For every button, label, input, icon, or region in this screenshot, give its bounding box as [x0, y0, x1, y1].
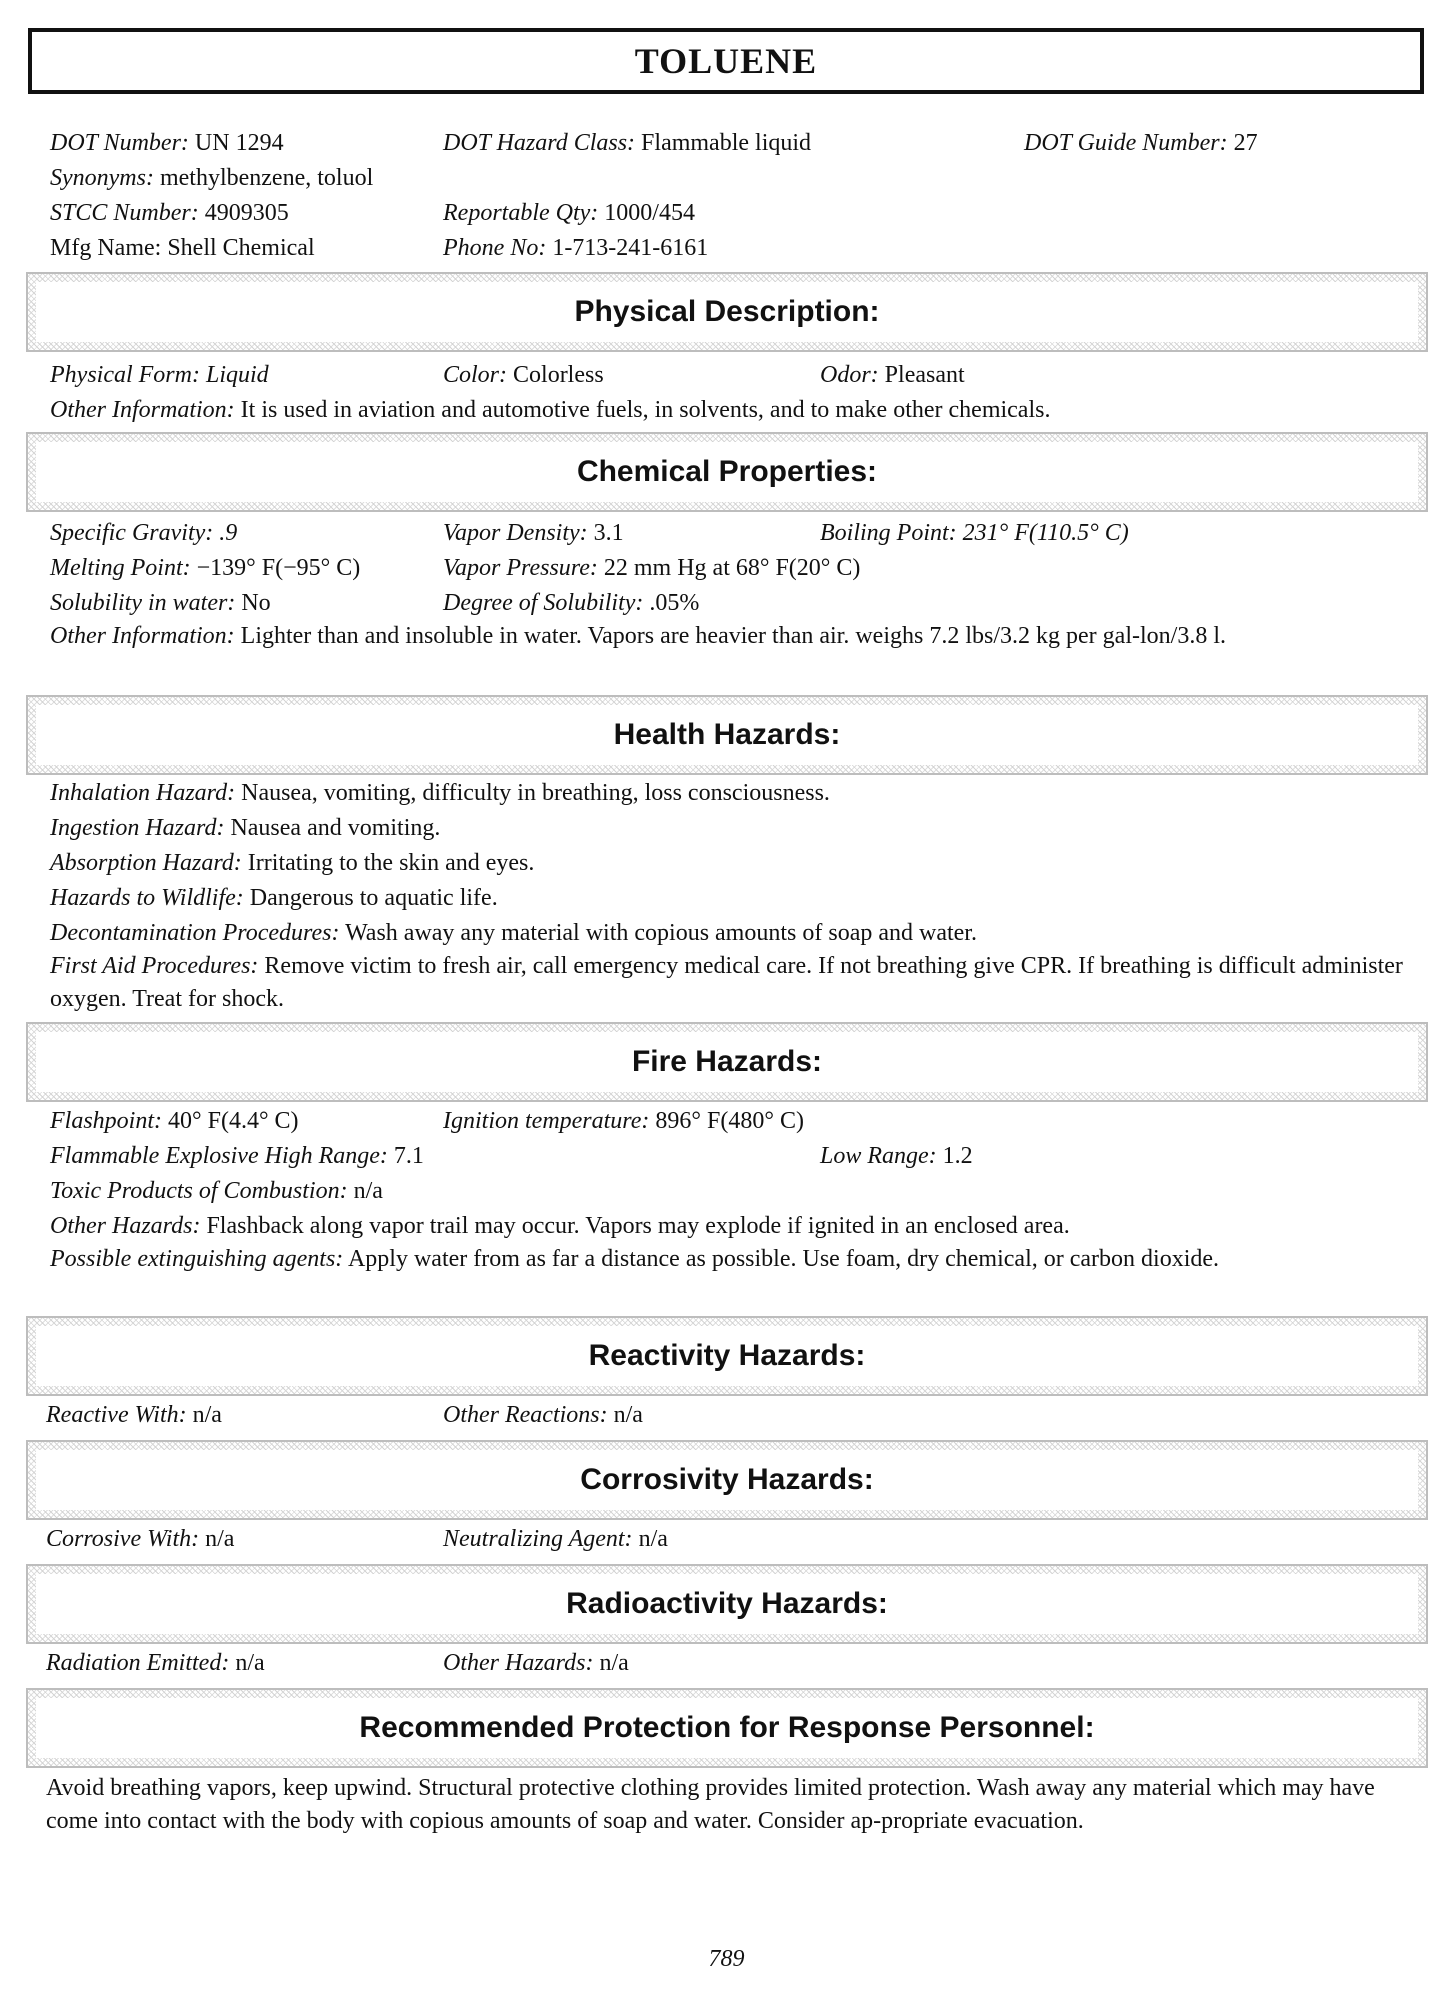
odor-label: Odor: [820, 362, 879, 388]
flashpoint-value: 40° F(4.4° C) [162, 1108, 299, 1134]
dot-guide-number-value: 27 [1227, 130, 1258, 156]
dot-guide-number-field [1024, 128, 1258, 158]
other-reactions-label: Other Reactions: [443, 1402, 608, 1428]
protection-text: Avoid breathing vapors, keep upwind. Structural protective clothing provides limited protection. Wash away any material which may have come into contact with the body with copious amounts of soap and water. Consider ap-propriate evacuation. [46, 1775, 1375, 1834]
radio-other-hazards-label: Other Hazards: [443, 1650, 594, 1676]
reportable-qty-value: 1000/454 [598, 200, 695, 226]
protection-heading: Recommended Protection for Response Personnel: [36, 1698, 1418, 1758]
health-hazards-heading: Health Hazards: [36, 705, 1418, 765]
radio-other-hazards-value: n/a [593, 1650, 629, 1676]
specific-gravity-label: Specific Gravity: .9 [50, 520, 238, 546]
absorption-hazard-field [50, 848, 534, 878]
decontamination-label: Decontamination Procedures: [50, 920, 340, 946]
physical-other-info-value: It is used in aviation and automotive fuels, in solvents, and to make other chemicals. [234, 397, 1051, 423]
document-title: TOLUENE [28, 28, 1424, 94]
melting-point-field [50, 553, 360, 583]
chemical-other-info-label: Other Information: [50, 623, 235, 649]
reportable-qty-label: Reportable Qty: [443, 200, 599, 226]
degree-solubility-field [443, 588, 699, 618]
degree-solubility-value: .05% [643, 590, 700, 616]
reactive-with-field [46, 1400, 222, 1430]
decontamination-field [50, 918, 977, 948]
mfg-name-field [50, 233, 315, 263]
degree-solubility-label: Degree of Solubility: [443, 590, 644, 616]
wildlife-hazard-field [50, 883, 498, 913]
radiation-emitted-field [46, 1648, 265, 1678]
high-range-value: 7.1 [387, 1143, 424, 1169]
vapor-density-value: 3.1 [587, 520, 624, 546]
inhalation-hazard-label: Inhalation Hazard: [50, 780, 236, 806]
phone-no-value: 1-713-241-6161 [546, 235, 709, 261]
reactivity-hazards-heading: Reactivity Hazards: [36, 1326, 1418, 1386]
high-range-label: Flammable Explosive High Range: [50, 1143, 388, 1169]
physical-form-label: Physical Form: Liquid [50, 362, 269, 388]
corrosive-with-value: n/a [199, 1526, 235, 1552]
toxic-products-field [50, 1176, 383, 1206]
odor-field [820, 360, 965, 390]
radioactivity-hazards-band [26, 1564, 1428, 1644]
dot-hazard-class-field [443, 128, 811, 158]
dot-number-value: UN 1294 [188, 130, 284, 156]
chemical-properties-band [26, 432, 1428, 512]
physical-other-info-label: Other Information: [50, 397, 235, 423]
radiation-emitted-label: Radiation Emitted: [46, 1650, 230, 1676]
chemical-other-info-value: Lighter than and insoluble in water. Vapors are heavier than air. weighs 7.2 lbs/3.2 kg per gal-lon/3.8 l. [234, 623, 1226, 649]
physical-description-band [26, 272, 1428, 352]
vapor-pressure-field [443, 553, 860, 583]
ingestion-hazard-field [50, 813, 440, 843]
dot-hazard-class-value: Flammable liquid [635, 130, 812, 156]
fire-hazards-heading: Fire Hazards: [36, 1032, 1418, 1092]
synonyms-field [50, 163, 373, 193]
absorption-hazard-label: Absorption Hazard: [50, 850, 242, 876]
fire-hazards-band [26, 1022, 1428, 1102]
dot-guide-number-label: DOT Guide Number: [1024, 130, 1228, 156]
flashpoint-field [50, 1106, 299, 1136]
inhalation-hazard-value: Nausea, vomiting, difficulty in breathing, loss consciousness. [235, 780, 830, 806]
dot-number-field [50, 128, 284, 158]
toxic-products-value: n/a [347, 1178, 383, 1204]
extinguishing-agents-label: Possible extinguishing agents: [50, 1246, 344, 1272]
other-hazards-value: Flashback along vapor trail may occur. Vapors may explode if ignited in an enclosed area. [200, 1213, 1070, 1239]
toxic-products-label: Toxic Products of Combustion: [50, 1178, 348, 1204]
color-label: Color: [443, 362, 508, 388]
color-field [443, 360, 604, 390]
vapor-pressure-value: 22 mm Hg at 68° F(20° C) [597, 555, 861, 581]
phone-no-field [443, 233, 708, 263]
other-reactions-field [443, 1400, 643, 1430]
solubility-value: No [235, 590, 271, 616]
reactive-with-value: n/a [186, 1402, 222, 1428]
wildlife-hazard-label: Hazards to Wildlife: [50, 885, 244, 911]
physical-form-field [50, 360, 269, 390]
wildlife-hazard-value: Dangerous to aquatic life. [243, 885, 498, 911]
dot-number-label: DOT Number: [50, 130, 189, 156]
corrosive-with-field [46, 1524, 234, 1554]
stcc-number-label: STCC Number: [50, 200, 199, 226]
extinguishing-agents-field [50, 1243, 1410, 1276]
corrosive-with-label: Corrosive With: [46, 1526, 200, 1552]
flashpoint-label: Flashpoint: [50, 1108, 162, 1134]
neutralizing-agent-label: Neutralizing Agent: [443, 1526, 633, 1552]
melting-point-label: Melting Point: [50, 555, 191, 581]
other-hazards-label: Other Hazards: [50, 1213, 201, 1239]
absorption-hazard-value: Irritating to the skin and eyes. [241, 850, 535, 876]
stcc-number-field [50, 198, 289, 228]
low-range-field [820, 1141, 973, 1171]
ignition-temperature-field [443, 1106, 804, 1136]
ignition-temperature-label: Ignition temperature: [443, 1108, 650, 1134]
chemical-other-info-field [50, 620, 1410, 653]
protection-band [26, 1688, 1428, 1768]
synonyms-label: Synonyms: [50, 165, 154, 191]
boiling-point-field [820, 518, 1129, 548]
odor-value: Pleasant [878, 362, 965, 388]
mfg-name-label: Mfg Name: [50, 235, 162, 261]
boiling-point-label: Boiling Point: 231° F(110.5° C) [820, 520, 1129, 546]
dot-hazard-class-label: DOT Hazard Class: [443, 130, 636, 156]
physical-description-heading: Physical Description: [36, 282, 1418, 342]
reportable-qty-field [443, 198, 695, 228]
melting-point-value: −139° F(−95° C) [190, 555, 361, 581]
color-value: Colorless [507, 362, 604, 388]
health-hazards-band [26, 695, 1428, 775]
ingestion-hazard-value: Nausea and vomiting. [224, 815, 441, 841]
high-range-field [50, 1141, 424, 1171]
neutralizing-agent-field [443, 1524, 668, 1554]
vapor-pressure-label: Vapor Pressure: [443, 555, 598, 581]
reactive-with-label: Reactive With: [46, 1402, 187, 1428]
first-aid-field [50, 950, 1410, 1016]
corrosivity-hazards-band [26, 1440, 1428, 1520]
physical-other-info-field [50, 395, 1050, 425]
neutralizing-agent-value: n/a [632, 1526, 668, 1552]
extinguishing-agents-value: Apply water from as far a distance as possible. Use foam, dry chemical, or carbon dioxide. [343, 1246, 1220, 1272]
phone-no-label: Phone No: [443, 235, 547, 261]
mfg-name-value: Shell Chemical [161, 235, 315, 261]
page-number: 789 [708, 1946, 745, 1972]
low-range-value: 1.2 [936, 1143, 973, 1169]
reactivity-hazards-band [26, 1316, 1428, 1396]
decontamination-value: Wash away any material with copious amounts of soap and water. [339, 920, 977, 946]
first-aid-label: First Aid Procedures: [50, 953, 259, 979]
synonyms-value: methylbenzene, toluol [153, 165, 374, 191]
corrosivity-hazards-heading: Corrosivity Hazards: [36, 1450, 1418, 1510]
radioactivity-hazards-heading: Radioactivity Hazards: [36, 1574, 1418, 1634]
radiation-emitted-value: n/a [229, 1650, 265, 1676]
vapor-density-field [443, 518, 624, 548]
solubility-field [50, 588, 271, 618]
ignition-temperature-value: 896° F(480° C) [649, 1108, 804, 1134]
ingestion-hazard-label: Ingestion Hazard: [50, 815, 225, 841]
vapor-density-label: Vapor Density: [443, 520, 588, 546]
stcc-number-value: 4909305 [198, 200, 289, 226]
specific-gravity-field [50, 518, 237, 548]
other-reactions-value: n/a [607, 1402, 643, 1428]
inhalation-hazard-field [50, 778, 830, 808]
low-range-label: Low Range: [820, 1143, 937, 1169]
other-hazards-field [50, 1211, 1070, 1241]
radio-other-hazards-field [443, 1648, 629, 1678]
first-aid-value: Remove victim to fresh air, call emergency medical care. If not breathing give CPR. If breathing is difficult administer oxygen. Treat for shock. [50, 953, 1403, 1012]
solubility-label: Solubility in water: [50, 590, 236, 616]
chemical-properties-heading: Chemical Properties: [36, 442, 1418, 502]
